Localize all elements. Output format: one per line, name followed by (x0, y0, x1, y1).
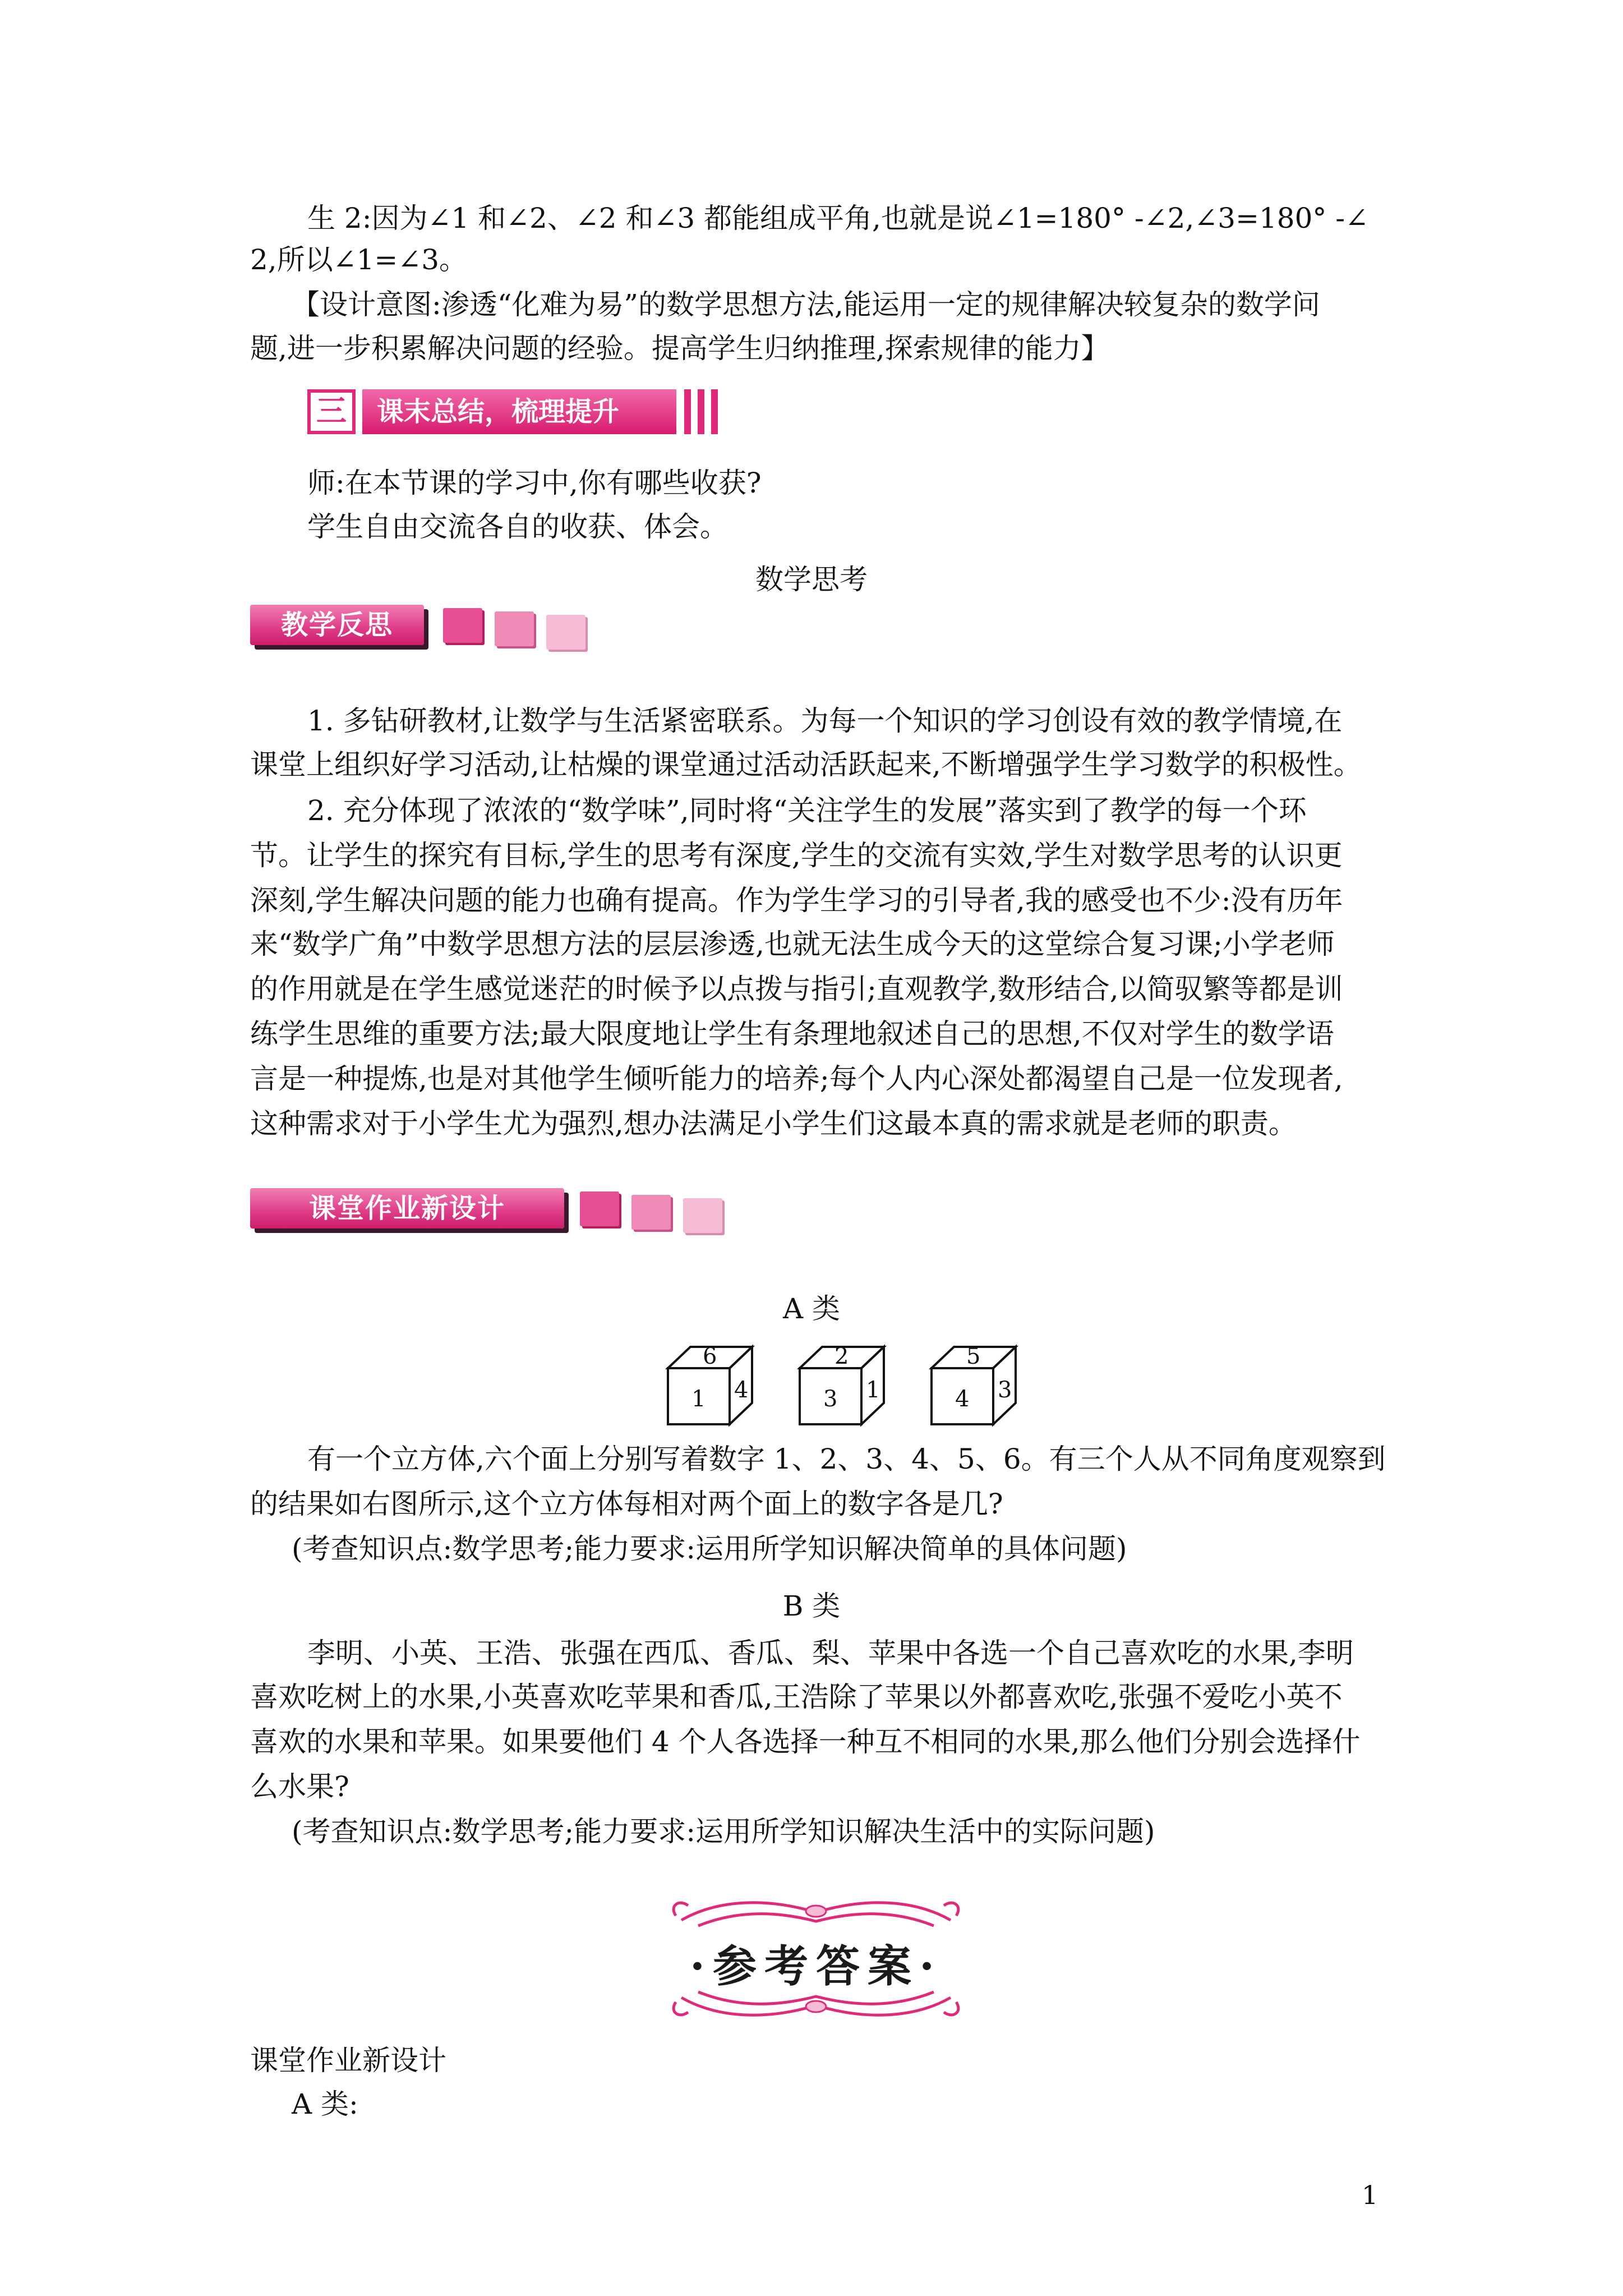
question-a-line: 有一个立方体,六个面上分别写着数字 1、2、3、4、5、6。有三个人从不同角度观察到 (307, 1443, 1386, 1475)
paragraph-line: 生 2:因为∠1 和∠2、∠2 和∠3 都能组成平角,也就是说∠1=180° -∠2,∠3=180° -∠ (307, 202, 1369, 234)
reflection-line: 2. 充分体现了浓浓的“数学味”,同时将“关注学生的发展”落实到了教学的每一个环 (307, 794, 1307, 827)
category-a-title: A 类 (782, 1292, 840, 1325)
decorative-square (495, 611, 534, 646)
category-b-title: B 类 (782, 1590, 841, 1622)
section-number: 三 (307, 389, 356, 434)
answer-heading: 课堂作业新设计 (250, 2044, 446, 2077)
cube-top-number: 6 (703, 1343, 717, 1369)
reflection-line: 节。让学生的探究有目标,学生的思考有深度,学生的交流有实效,学生对数学思考的认识更 (250, 839, 1343, 872)
cube-side-number: 3 (998, 1377, 1012, 1403)
question-b-line: 喜欢吃树上的水果,小英喜欢吃苹果和香瓜,王浩除了苹果以外都喜欢吃,张强不爱吃小英不 (250, 1681, 1343, 1713)
reflection-line: 言是一种提炼,也是对其他学生倾听能力的培养;每个人内心深处都渴望自己是一位发现者, (250, 1062, 1343, 1095)
question-b-line: 么水果? (250, 1770, 349, 1803)
section-title: 课末总结，梳理提升 (362, 389, 676, 434)
cube-top-number: 2 (834, 1343, 849, 1369)
decorative-square (443, 608, 482, 643)
decorative-stripe (698, 389, 704, 434)
summary-line: 学生自由交流各自的收获、体会。 (307, 510, 728, 543)
reflection-line: 来“数学广角”中数学思想方法的层层渗透,也就无法生成今天的这堂综合复习课;小学老师 (250, 928, 1335, 960)
reflection-line: 练学生思维的重要方法;最大限度地让学生有条理地叙述自己的思想,不仅对学生的数学语 (250, 1018, 1334, 1050)
reflection-line: 的作用就是在学生感觉迷茫的时候予以点拨与指引;直观教学,数形结合,以简驭繁等都是训 (250, 973, 1343, 1005)
homework-label: 课堂作业新设计 (250, 1188, 564, 1228)
decorative-square (580, 1191, 619, 1226)
cube-front-number: 1 (691, 1386, 706, 1412)
decorative-square (631, 1195, 671, 1230)
reflection-line: 这种需求对于小学生尤为强烈,想办法满足小学生们这最本真的需求就是老师的职责。 (250, 1107, 1297, 1140)
decorative-square (546, 615, 585, 650)
cube-front-number: 3 (823, 1386, 838, 1412)
design-intent-line: 题,进一步积累解决问题的经验。提高学生归纳推理,探索规律的能力】 (250, 332, 1109, 365)
paragraph-line: 2,所以∠1=∠3。 (250, 243, 468, 276)
summary-line: 师:在本节课的学习中,你有哪些收获? (307, 467, 762, 499)
reflection-line: 深刻,学生解决问题的能力也确有提高。作为学生学习的引导者,我的感受也不少:没有历年 (250, 884, 1343, 917)
answer-subheading: A 类: (292, 2088, 358, 2120)
decorative-stripe (684, 389, 691, 434)
question-b-line: 喜欢的水果和苹果。如果要他们 4 个人各选择一种互不相同的水果,那么他们分别会选择什 (250, 1726, 1361, 1758)
reflection-label: 教学反思 (250, 605, 424, 645)
answer-banner (659, 1893, 973, 2022)
decorative-stripe (711, 389, 718, 434)
cube-view-1 (665, 1343, 771, 1428)
cube-views (665, 1343, 1035, 1428)
question-a-note: (考查知识点:数学思考;能力要求:运用所学知识解决简单的具体问题) (292, 1533, 1127, 1565)
question-b-line: 李明、小英、王浩、张强在西瓜、香瓜、梨、苹果中各选一个自己喜欢吃的水果,李明 (307, 1637, 1354, 1669)
cube-view-2 (796, 1343, 903, 1428)
question-b-note: (考查知识点:数学思考;能力要求:运用所学知识解决生活中的实际问题) (292, 1815, 1155, 1848)
reflection-line: 1. 多钻研教材,让数学与生活紧密联系。为每一个知识的学习创设有效的教学情境,在 (307, 705, 1343, 737)
cube-top-number: 5 (966, 1343, 981, 1369)
design-intent-line: 【设计意图:渗透“化难为易”的数学思想方法,能运用一定的规律解决较复杂的数学问 (292, 288, 1320, 321)
question-a-line: 的结果如右图所示,这个立方体每相对两个面上的数字各是几? (250, 1488, 1003, 1520)
cube-side-number: 1 (866, 1377, 880, 1403)
cube-front-number: 4 (955, 1386, 970, 1412)
cube-view-3 (928, 1343, 1035, 1428)
reflection-line: 课堂上组织好学习活动,让枯燥的课堂通过活动活跃起来,不断增强学生学习数学的积极性。 (250, 748, 1362, 781)
decorative-square (683, 1198, 722, 1233)
answer-banner-title: ·参考答案· (689, 1941, 943, 1992)
section-subtitle: 数学思考 (755, 563, 868, 596)
cube-side-number: 4 (734, 1377, 749, 1403)
page-number: 1 (1362, 2180, 1378, 2210)
